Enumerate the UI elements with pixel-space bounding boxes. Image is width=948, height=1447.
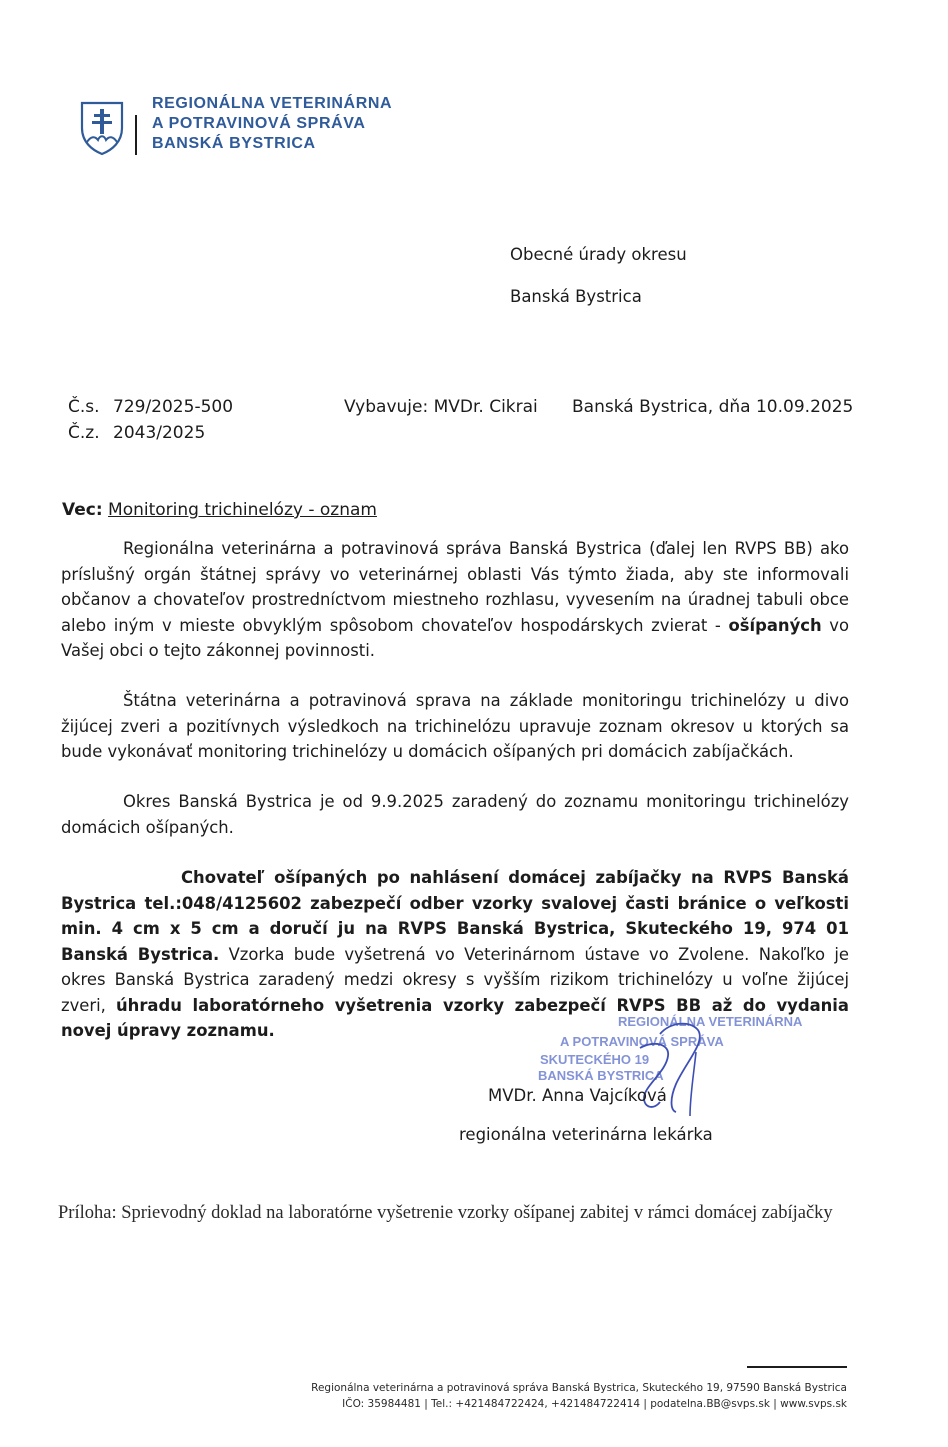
body-paragraph-2 — [61, 688, 849, 765]
org-name-line2: A POTRAVINOVÁ SPRÁVA — [152, 115, 366, 132]
case-number-value: 729/2025-500 — [113, 397, 234, 417]
addressee — [510, 234, 687, 318]
addressee-line2: Banská Bystrica — [510, 287, 642, 306]
record-number-value: 2043/2025 — [113, 423, 206, 443]
paragraph-4-text: Vzorka bude vyšetrená vo Veterinárnom ústave vo Zvolene. Nakoľko je okres Banská Bystrica zaradený medzi okresy s vyšším rizikom trichinelózy u voľne žijúcej zveri, — [61, 944, 849, 1015]
body-paragraph-1 — [61, 536, 849, 664]
paragraph-1-end: vo Vašej obci o tejto zákonnej povinnosti. — [61, 615, 849, 660]
paragraph-4-bold-1: Chovateľ ošípaných po nahlásení domácej zabíjačky na RVPS Banská Bystrica tel.:048/4125602 zabezpečí odber vzorky svalovej časti bránice o veľkosti min. 4 cm x 5 cm a doručí ju na RVPS Banská Bystrica, Skuteckého 19, 974 01 Banská Bystrica. — [61, 868, 849, 964]
case-number — [68, 394, 233, 420]
org-name-line1: REGIONÁLNA VETERINÁRNA — [152, 95, 393, 112]
record-number-label: Č.z. — [68, 423, 100, 443]
attachment-note: Príloha: Sprievodný doklad na laboratórne vyšetrenie vzorky ošípanej zabitej v rámci domácej zabíjačky — [58, 1203, 833, 1223]
logo-divider — [135, 115, 137, 155]
paragraph-4-bold-2: úhradu laboratórneho vyšetrenia vzorky zabezpečí RVPS BB až do vydania novej úpravy zoznamu. — [61, 995, 849, 1040]
addressee-line1: Obecné úrady okresu — [510, 245, 687, 264]
paragraph-3-text: Okres Banská Bystrica je od 9.9.2025 zaradený do zoznamu monitoringu trichinelózy domácich ošípaných. — [61, 792, 849, 837]
footer-contacts: IČO: 35984481 | Tel.: +421484722424, +421484722414 | podatelna.BB@svps.sk | www.svps.sk — [342, 1398, 847, 1410]
footer-address: Regionálna veterinárna a potravinová správa Banská Bystrica, Skuteckého 19, 97590 Banská Bystrica — [311, 1382, 847, 1394]
subject-text: Monitoring trichinelózy - oznam — [108, 500, 377, 520]
signer-name: MVDr. Anna Vajcíková — [488, 1086, 667, 1105]
paragraph-1-bold: ošípaných — [728, 615, 822, 635]
footer — [311, 1380, 847, 1412]
organization-name — [152, 94, 392, 154]
signer-title: regionálna veterinárna lekárka — [459, 1125, 713, 1144]
body-paragraph-3 — [61, 789, 849, 840]
record-number — [68, 420, 205, 446]
org-name-line3: BANSKÁ BYSTRICA — [152, 135, 316, 152]
subject-label: Vec: — [62, 500, 103, 520]
stamp-text-line3: SKUTECKÉHO 19 — [540, 1052, 650, 1067]
stamp-text-line4: BANSKÁ BYSTRICA — [538, 1068, 664, 1083]
paragraph-2-text: Štátna veterinárna a potravinová sprava na základe monitoringu trichinelózy u divo žijúcej zveri a pozitívnych výsledkoch na trichinelózu upravuje zoznam okresov u ktorých sa bude vykonávať monitoring trichinelózy u domácich ošípaných pri domácich zabíjačkách. — [61, 691, 849, 761]
footer-divider — [747, 1366, 847, 1368]
subject-line — [62, 497, 377, 523]
place-and-date: Banská Bystrica, dňa 10.09.2025 — [572, 397, 854, 417]
paragraph-1-text: Regionálna veterinárna a potravinová správa Banská Bystrica (ďalej len RVPS BB) ako príslušný orgán štátnej správy vo veterinárnej oblasti Vás týmto žiada, aby ste informovali občanov a chovateľov prostredníctvom miestneho rozhlasu, vyvesením na úradnej tabuli obce alebo iným v mieste obvyklým spôsobom chovateľov hospodárskych zvierat - — [61, 539, 849, 635]
case-number-label: Č.s. — [68, 397, 100, 417]
stamp-text-line1: REGIONÁLNA VETERINÁRNA — [618, 1014, 803, 1029]
stamp-text-line2: A POTRAVINOVÁ SPRÁVA — [560, 1034, 724, 1049]
handled-by: Vybavuje: MVDr. Cikrai — [344, 397, 538, 417]
slovak-coat-of-arms-icon — [79, 100, 125, 156]
